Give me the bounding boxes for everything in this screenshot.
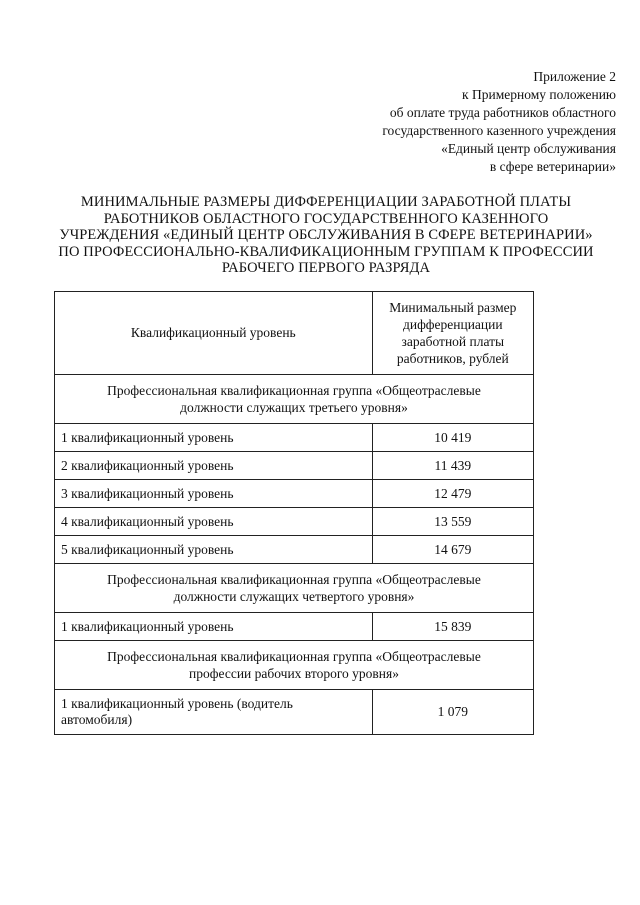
header-line: дифференциации [403,317,503,332]
appendix-line: «Единый центр обслуживания [441,141,616,156]
salary-value: 1 079 [372,690,533,735]
level-line: автомобиля) [61,712,133,727]
table-row [55,424,534,452]
header-line: Минимальный размер [389,300,517,315]
appendix-line: об оплате труда работников областного [389,105,616,120]
title-line: УЧРЕЖДЕНИЯ «ЕДИНЫЙ ЦЕНТР ОБСЛУЖИВАНИЯ В СФЕРЕ ВЕТЕРИНАРИИ» [59,227,593,243]
qualification-level: 1 квалификационный уровень [55,613,373,641]
group-title [55,641,534,690]
group-row [55,564,534,613]
table-row [55,613,534,641]
header-qualification-level: Квалификационный уровень [55,292,373,375]
group-row [55,641,534,690]
group-title-line: Профессиональная квалификационная группа «Общеотраслевые [107,649,481,664]
table-row [55,452,534,480]
appendix-line: в сфере ветеринарии» [489,159,616,174]
group-title [55,564,534,613]
salary-value: 11 439 [372,452,533,480]
table-row [55,480,534,508]
group-title-line: Профессиональная квалификационная группа «Общеотраслевые [107,572,481,587]
appendix-note [296,68,616,176]
title-line: РАБОЧЕГО ПЕРВОГО РАЗРЯДА [221,260,431,276]
header-line: заработной платы [401,334,505,349]
appendix-line: государственного казенного учреждения [382,123,616,138]
header-min-salary [372,292,533,375]
salary-value: 10 419 [372,424,533,452]
group-title-line: Профессиональная квалификационная группа «Общеотраслевые [107,383,481,398]
title-line: РАБОТНИКОВ ОБЛАСТНОГО ГОСУДАРСТВЕННОГО КАЗЕННОГО [103,210,549,227]
salary-value: 12 479 [372,480,533,508]
salary-table [54,291,534,735]
salary-value: 13 559 [372,508,533,536]
salary-value: 14 679 [372,536,533,564]
table-row [55,508,534,536]
header-line: работников, рублей [396,351,509,366]
table-header-row [55,292,534,375]
group-title-line: должности служащих четвертого уровня» [173,589,415,604]
document-title [40,194,612,277]
qualification-level: 2 квалификационный уровень [55,452,373,480]
group-title [55,375,534,424]
title-line: ПО ПРОФЕССИОНАЛЬНО-КВАЛИФИКАЦИОННЫМ ГРУППАМ К ПРОФЕССИИ [58,243,594,260]
title-line: МИНИМАЛЬНЫЕ РАЗМЕРЫ ДИФФЕРЕНЦИАЦИИ ЗАРАБОТНОЙ ПЛАТЫ [80,194,572,210]
appendix-line: к Примерному положению [462,87,616,102]
group-title-line: профессии рабочих второго уровня» [189,666,399,681]
salary-value: 15 839 [372,613,533,641]
group-row [55,375,534,424]
qualification-level: 3 квалификационный уровень [55,480,373,508]
qualification-level [55,690,373,735]
group-title-line: должности служащих третьего уровня» [180,400,408,415]
table-row [55,690,534,735]
appendix-line: Приложение 2 [533,69,616,84]
table-row [55,536,534,564]
qualification-level: 5 квалификационный уровень [55,536,373,564]
level-line: 1 квалификационный уровень (водитель [61,696,293,711]
qualification-level: 4 квалификационный уровень [55,508,373,536]
qualification-level: 1 квалификационный уровень [55,424,373,452]
